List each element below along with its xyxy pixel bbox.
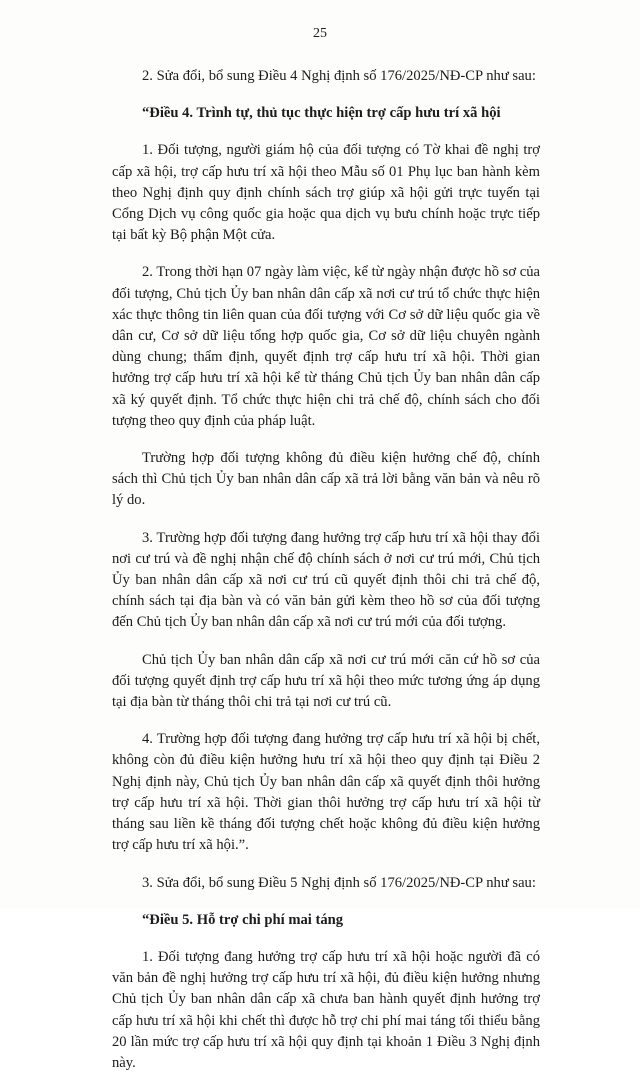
page-number: 25	[313, 26, 327, 41]
article-4-heading: “Điều 4. Trình tự, thủ tục thực hiện trợ cấp hưu trí xã hội	[142, 105, 501, 122]
article-4-clause-4: 4. Trường hợp đối tượng đang hưởng trợ cấp hưu trí xã hội bị chết, không còn đủ điều kiện hưởng hưu trí xã hội theo quy định tại Điều 2 Nghị định này, Chủ tịch Ủy ban nhân dân cấp xã quyết định thôi hưởng trợ cấp hưu trí xã hội. Thời gian thôi hưởng trợ cấp hưu trí xã hội từ tháng sau liền kề tháng đối tượng chết hoặc không đủ điều kiện hưởng trợ cấp hưu trí xã hội.”.	[112, 731, 540, 854]
amendment-intro-article-5: 3. Sửa đổi, bổ sung Điều 5 Nghị định số 176/2025/NĐ-CP như sau:	[142, 874, 536, 891]
article-4-clause-3-new-residence: Chủ tịch Ủy ban nhân dân cấp xã nơi cư trú mới căn cứ hồ sơ của đối tượng quyết định trợ cấp hưu trí xã hội theo mức tương ứng áp dụng tại địa bàn từ tháng thôi chi trả tại nơi cư trú cũ.	[112, 651, 540, 711]
article-4-clause-2-ineligible: Trường hợp đối tượng không đủ điều kiện hưởng chế độ, chính sách thì Chủ tịch Ủy ban nhân dân cấp xã trả lời bằng văn bản và nêu rõ lý do.	[112, 450, 540, 509]
article-4-clause-2: 2. Trong thời hạn 07 ngày làm việc, kể từ ngày nhận được hồ sơ của đối tượng, Chủ tịch Ủy ban nhân dân cấp xã nơi cư trú tổ chức thực hiện xác thực thông tin liên quan của đối tượng với Cơ sở dữ liệu quốc gia về dân cư, Cơ sở dữ liệu tổng hợp quốc gia, Cơ sở dữ liệu chuyên ngành dùng chung; thẩm định, quyết định trợ cấp hưu trí xã hội. Thời gian hưởng trợ cấp hưu trí xã hội kể từ tháng Chủ tịch Ủy ban nhân dân cấp xã ký quyết định. Tổ chức thực hiện chi trả chế độ, chính sách cho đối tượng theo quy định của pháp luật.	[112, 264, 540, 429]
article-4-clause-3: 3. Trường hợp đối tượng đang hưởng trợ cấp hưu trí xã hội thay đổi nơi cư trú và đề nghị nhận chế độ chính sách ở nơi cư trú mới, Chủ tịch Ủy ban nhân dân cấp xã nơi cư trú cũ quyết định thôi chi trả chế độ, chính sách tại địa bàn và có văn bản gửi kèm theo hồ sơ của đối tượng đến Chủ tịch Ủy ban nhân dân cấp xã nơi cư trú mới của đối tượng.	[112, 529, 540, 631]
document-body	[112, 66, 540, 1074]
article-5-clause-1: 1. Đối tượng đang hưởng trợ cấp hưu trí xã hội hoặc người đã có văn bản đề nghị hưởng trợ cấp hưu trí xã hội, đủ điều kiện hưởng nhưng Chủ tịch Ủy ban nhân dân cấp xã chưa ban hành quyết định hưởng trợ cấp hưu trí xã hội khi chết thì được hỗ trợ chi phí mai táng tối thiểu bằng 20 lần mức trợ cấp hưu trí xã hội quy định tại khoản 1 Điều 3 Nghị định này.	[112, 948, 540, 1071]
article-5-heading: “Điều 5. Hỗ trợ chi phí mai táng	[142, 911, 344, 928]
article-4-clause-1: 1. Đối tượng, người giám hộ của đối tượng có Tờ khai đề nghị trợ cấp xã hội, trợ cấp hưu trí xã hội theo Mẫu số 01 Phụ lục ban hành kèm theo Nghị định quy định chính sách trợ giúp xã hội gửi trực tuyến tại Cổng Dịch vụ công quốc gia hoặc qua dịch vụ bưu chính hoặc trực tiếp tại bất kỳ Bộ phận Một cửa.	[112, 142, 540, 244]
amendment-intro-article-4: 2. Sửa đổi, bổ sung Điều 4 Nghị định số 176/2025/NĐ-CP như sau:	[142, 68, 536, 84]
